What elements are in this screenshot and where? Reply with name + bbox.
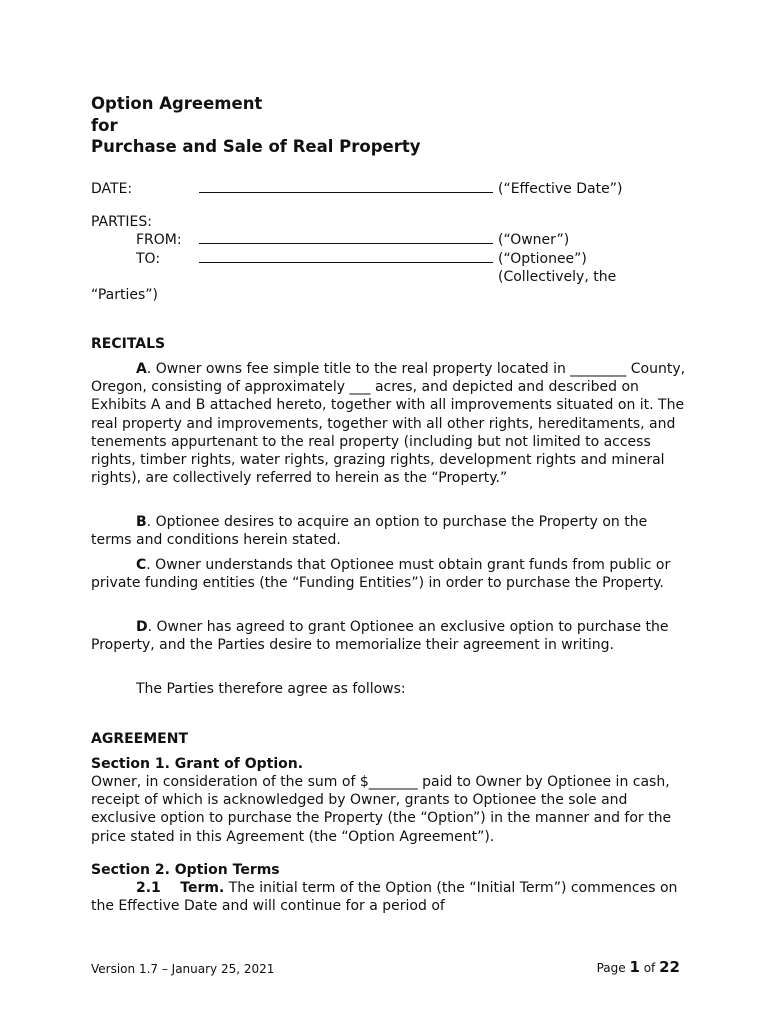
page-word: Page [596, 961, 626, 975]
recital-b-label: B [136, 514, 147, 530]
date-blank[interactable] [199, 180, 493, 198]
recital-d [91, 618, 691, 654]
date-label: DATE: [91, 181, 133, 197]
agreement-heading: AGREEMENT [91, 731, 188, 747]
optionee-label: (“Optionee”) [498, 251, 587, 267]
owner-blank[interactable] [199, 231, 493, 249]
recital-b [91, 513, 691, 549]
recital-d-label: D [136, 619, 148, 635]
title-line-2: for [91, 115, 118, 135]
recitals-heading: RECITALS [91, 336, 166, 352]
page-current: 1 [629, 958, 640, 976]
collectively-label: (Collectively, the [498, 269, 617, 285]
therefore-text: The Parties therefore agree as follows: [136, 681, 406, 697]
recital-c-text: . Owner understands that Optionee must obtain grant funds from public or private funding entities (the “Funding Entities”) in order to purchase the Property. [91, 557, 671, 592]
title-line-3: Purchase and Sale of Real Property [91, 137, 421, 156]
page-total: 22 [659, 958, 680, 976]
optionee-blank[interactable] [199, 250, 493, 268]
section-2-1-text: The initial term of the Option (the “Initial Term”) commences on the Effective Date and will continue for a period of [91, 880, 678, 915]
recital-c [91, 556, 691, 592]
effective-date-label: (“Effective Date”) [498, 181, 623, 197]
recital-a-label: A [136, 361, 147, 377]
of-word: of [643, 961, 656, 975]
document-title [91, 93, 420, 158]
parties-term: “Parties”) [91, 287, 158, 303]
recital-d-text: . Owner has agreed to grant Optionee an exclusive option to purchase the Property, and the Parties desire to memorialize their agreement in writing. [91, 619, 669, 654]
section-1-text: Owner, in consideration of the sum of $_______ paid to Owner by Optionee in cash, receipt of which is acknowledged by Owner, grants to Optionee the sole and exclusive option to purchase the Property (the “Option”) in the manner and for the price stated in this Agreement (the “Option Agreement”). [91, 774, 672, 845]
section-2-1-label: 2.1 Term. [136, 880, 225, 896]
recital-a-text: . Owner owns fee simple title to the real property located in ________ County, Oregon, consisting of approximately ___ acres, and depicted and described on Exhibits A and B attached hereto, together with all improvements situated on it. The real property and improvements, together with all other rights, hereditaments, and tenements appurtenant to the real property (including but not limited to access rights, timber rights, water rights, grazing rights, development rights and mineral rights), are collectively referred to herein as the “Property.” [91, 361, 686, 487]
recital-a [91, 360, 691, 487]
owner-label: (“Owner”) [498, 232, 570, 248]
section-2-1 [91, 879, 691, 915]
section-2-heading: Section 2. Option Terms [91, 862, 280, 878]
page-number [597, 958, 680, 977]
recital-c-label: C [136, 557, 147, 573]
recital-b-text: . Optionee desires to acquire an option to purchase the Property on the terms and conditions herein stated. [91, 514, 648, 549]
section-1-heading: Section 1. Grant of Option. [91, 756, 304, 772]
title-line-1: Option Agreement [91, 94, 263, 113]
version-footer: Version 1.7 – January 25, 2021 [91, 962, 275, 976]
to-label: TO: [136, 251, 161, 267]
from-label: FROM: [136, 232, 182, 248]
parties-label: PARTIES: [91, 214, 152, 230]
